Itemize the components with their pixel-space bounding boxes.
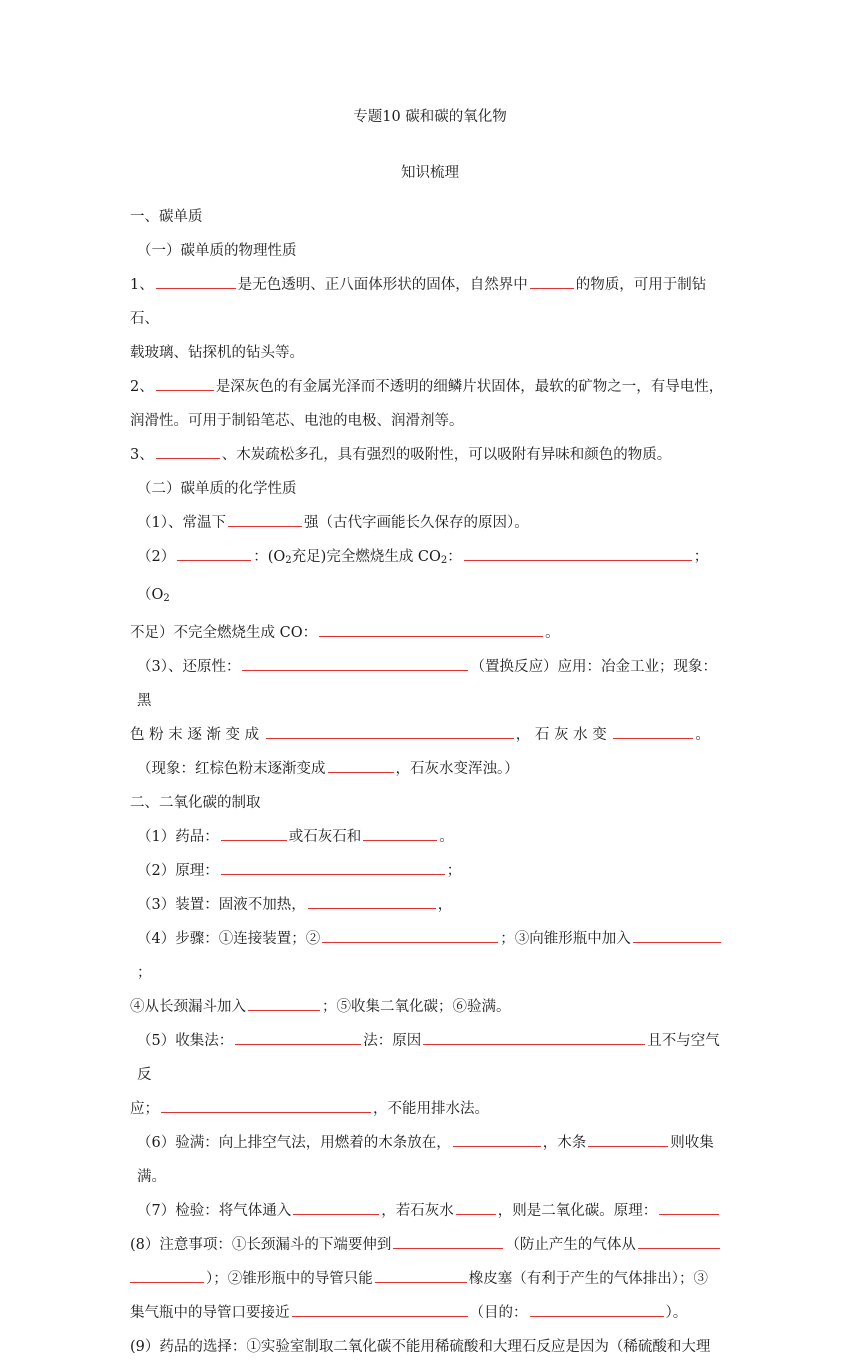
blank[interactable] [156, 442, 220, 459]
line-graphite: 2、 是深灰色的有金属光泽而不透明的细鳞片状固体，最软的矿物之一，有导电性， [130, 370, 730, 404]
line-principle: （2）原理： ； [130, 854, 730, 888]
blank[interactable] [221, 824, 287, 841]
line-notes-cont: ）；②锥形瓶中的导管只能 橡皮塞（有利于产生的气体排出）；③ [130, 1262, 730, 1296]
heading-chemical-properties: （二）碳单质的化学性质 [137, 481, 297, 497]
blank[interactable] [328, 756, 394, 773]
line-reduction: （3）、还原性： （置换反应）应用：冶金工业；现象：黑 [130, 650, 730, 718]
blank[interactable] [308, 892, 436, 909]
line-diamond: 1、 是无色透明、正八面体形状的固体，自然界中 的物质，可用于制钻石、 [130, 268, 730, 336]
section-heading-knowledge: 知识梳理 [401, 165, 459, 181]
blank[interactable] [266, 722, 514, 739]
line-combustion-cont: 不足）不完全燃烧生成 CO： 。 [130, 616, 730, 650]
blank[interactable] [530, 272, 574, 289]
blank[interactable] [130, 1266, 204, 1283]
blank[interactable] [638, 1232, 720, 1249]
blank[interactable] [242, 654, 468, 671]
blank[interactable] [235, 1028, 361, 1045]
blank[interactable] [530, 1300, 664, 1317]
blank[interactable] [228, 510, 302, 527]
blank[interactable] [659, 1198, 719, 1215]
blank[interactable] [456, 1198, 496, 1215]
blank[interactable] [156, 272, 236, 289]
blank[interactable] [248, 994, 320, 1011]
line-steps: （4）步骤：①连接装置；② ；③向锥形瓶中加入； [130, 922, 730, 990]
line-collection-cont: 应； ，不能用排水法。 [130, 1092, 730, 1126]
line-apparatus: （3）装置：固液不加热， ， [130, 888, 730, 922]
line-diamond-cont: 载玻璃、钻探机的钻头等。 [130, 345, 304, 361]
heading-carbon-elements: 一、碳单质 [130, 209, 203, 225]
blank[interactable] [375, 1266, 467, 1283]
blank[interactable] [319, 620, 543, 637]
blank[interactable] [633, 926, 721, 943]
line-notes-cont2: 集气瓶中的导管口要接近 （目的： ）。 [130, 1296, 730, 1330]
blank[interactable] [363, 824, 437, 841]
heading-co2-preparation: 二、二氧化碳的制取 [130, 795, 261, 811]
line-reagent-choice: (9）药品的选择：①实验室制取二氧化碳不能用稀硫酸和大理石反应是因为（稀硫酸和大理 [130, 1339, 711, 1355]
blank[interactable] [613, 722, 693, 739]
line-steps-cont: ④从长颈漏斗加入 ；⑤收集二氧化碳；⑥验满。 [130, 990, 730, 1024]
blank[interactable] [177, 544, 251, 561]
line-reduction-note: （现象：红棕色粉末逐渐变成 ，石灰水变浑浊。） [130, 752, 730, 786]
document-body [130, 100, 730, 1364]
blank[interactable] [221, 858, 445, 875]
blank[interactable] [292, 1300, 468, 1317]
line-notes: (8）注意事项：①长颈漏斗的下端要伸到 （防止产生的气体从 [130, 1228, 730, 1262]
blank[interactable] [161, 1096, 371, 1113]
blank[interactable] [156, 374, 214, 391]
line-reduction-cont: 色 粉 末 逐 渐 变 成 ， 石 灰 水 变 。 [130, 718, 730, 752]
blank[interactable] [393, 1232, 503, 1249]
line-reagents: （1）药品： 或石灰石和 。 [130, 820, 730, 854]
line-test: （7）检验：将气体通入 ，若石灰水 ，则是二氧化碳。原理： [130, 1194, 730, 1228]
line-graphite-cont: 润滑性。可用于制铅笔芯、电池的电极、润滑剂等。 [130, 413, 464, 429]
blank[interactable] [453, 1130, 541, 1147]
line-collection: （5）收集法： 法：原因 且不与空气反 [130, 1024, 730, 1092]
blank[interactable] [464, 544, 692, 561]
line-stability: （1）、常温下 强（古代字画能长久保存的原因）。 [130, 506, 730, 540]
blank[interactable] [588, 1130, 668, 1147]
line-combustion: （2） ：($O_2$充足)完全燃烧生成 $CO_2$： ；（$O_2$ [130, 540, 730, 616]
line-full-check: （6）验满：向上排空气法，用燃着的木条放在， ，木条 则收集满。 [130, 1126, 730, 1194]
line-activated-carbon: 3、 、木炭疏松多孔，具有强烈的吸附性，可以吸附有异味和颜色的物质。 [130, 438, 730, 472]
blank[interactable] [423, 1028, 645, 1045]
blank[interactable] [293, 1198, 379, 1215]
document-title: 专题10 碳和碳的氧化物 [353, 109, 507, 125]
heading-physical-properties: （一）碳单质的物理性质 [137, 243, 297, 259]
blank[interactable] [322, 926, 498, 943]
